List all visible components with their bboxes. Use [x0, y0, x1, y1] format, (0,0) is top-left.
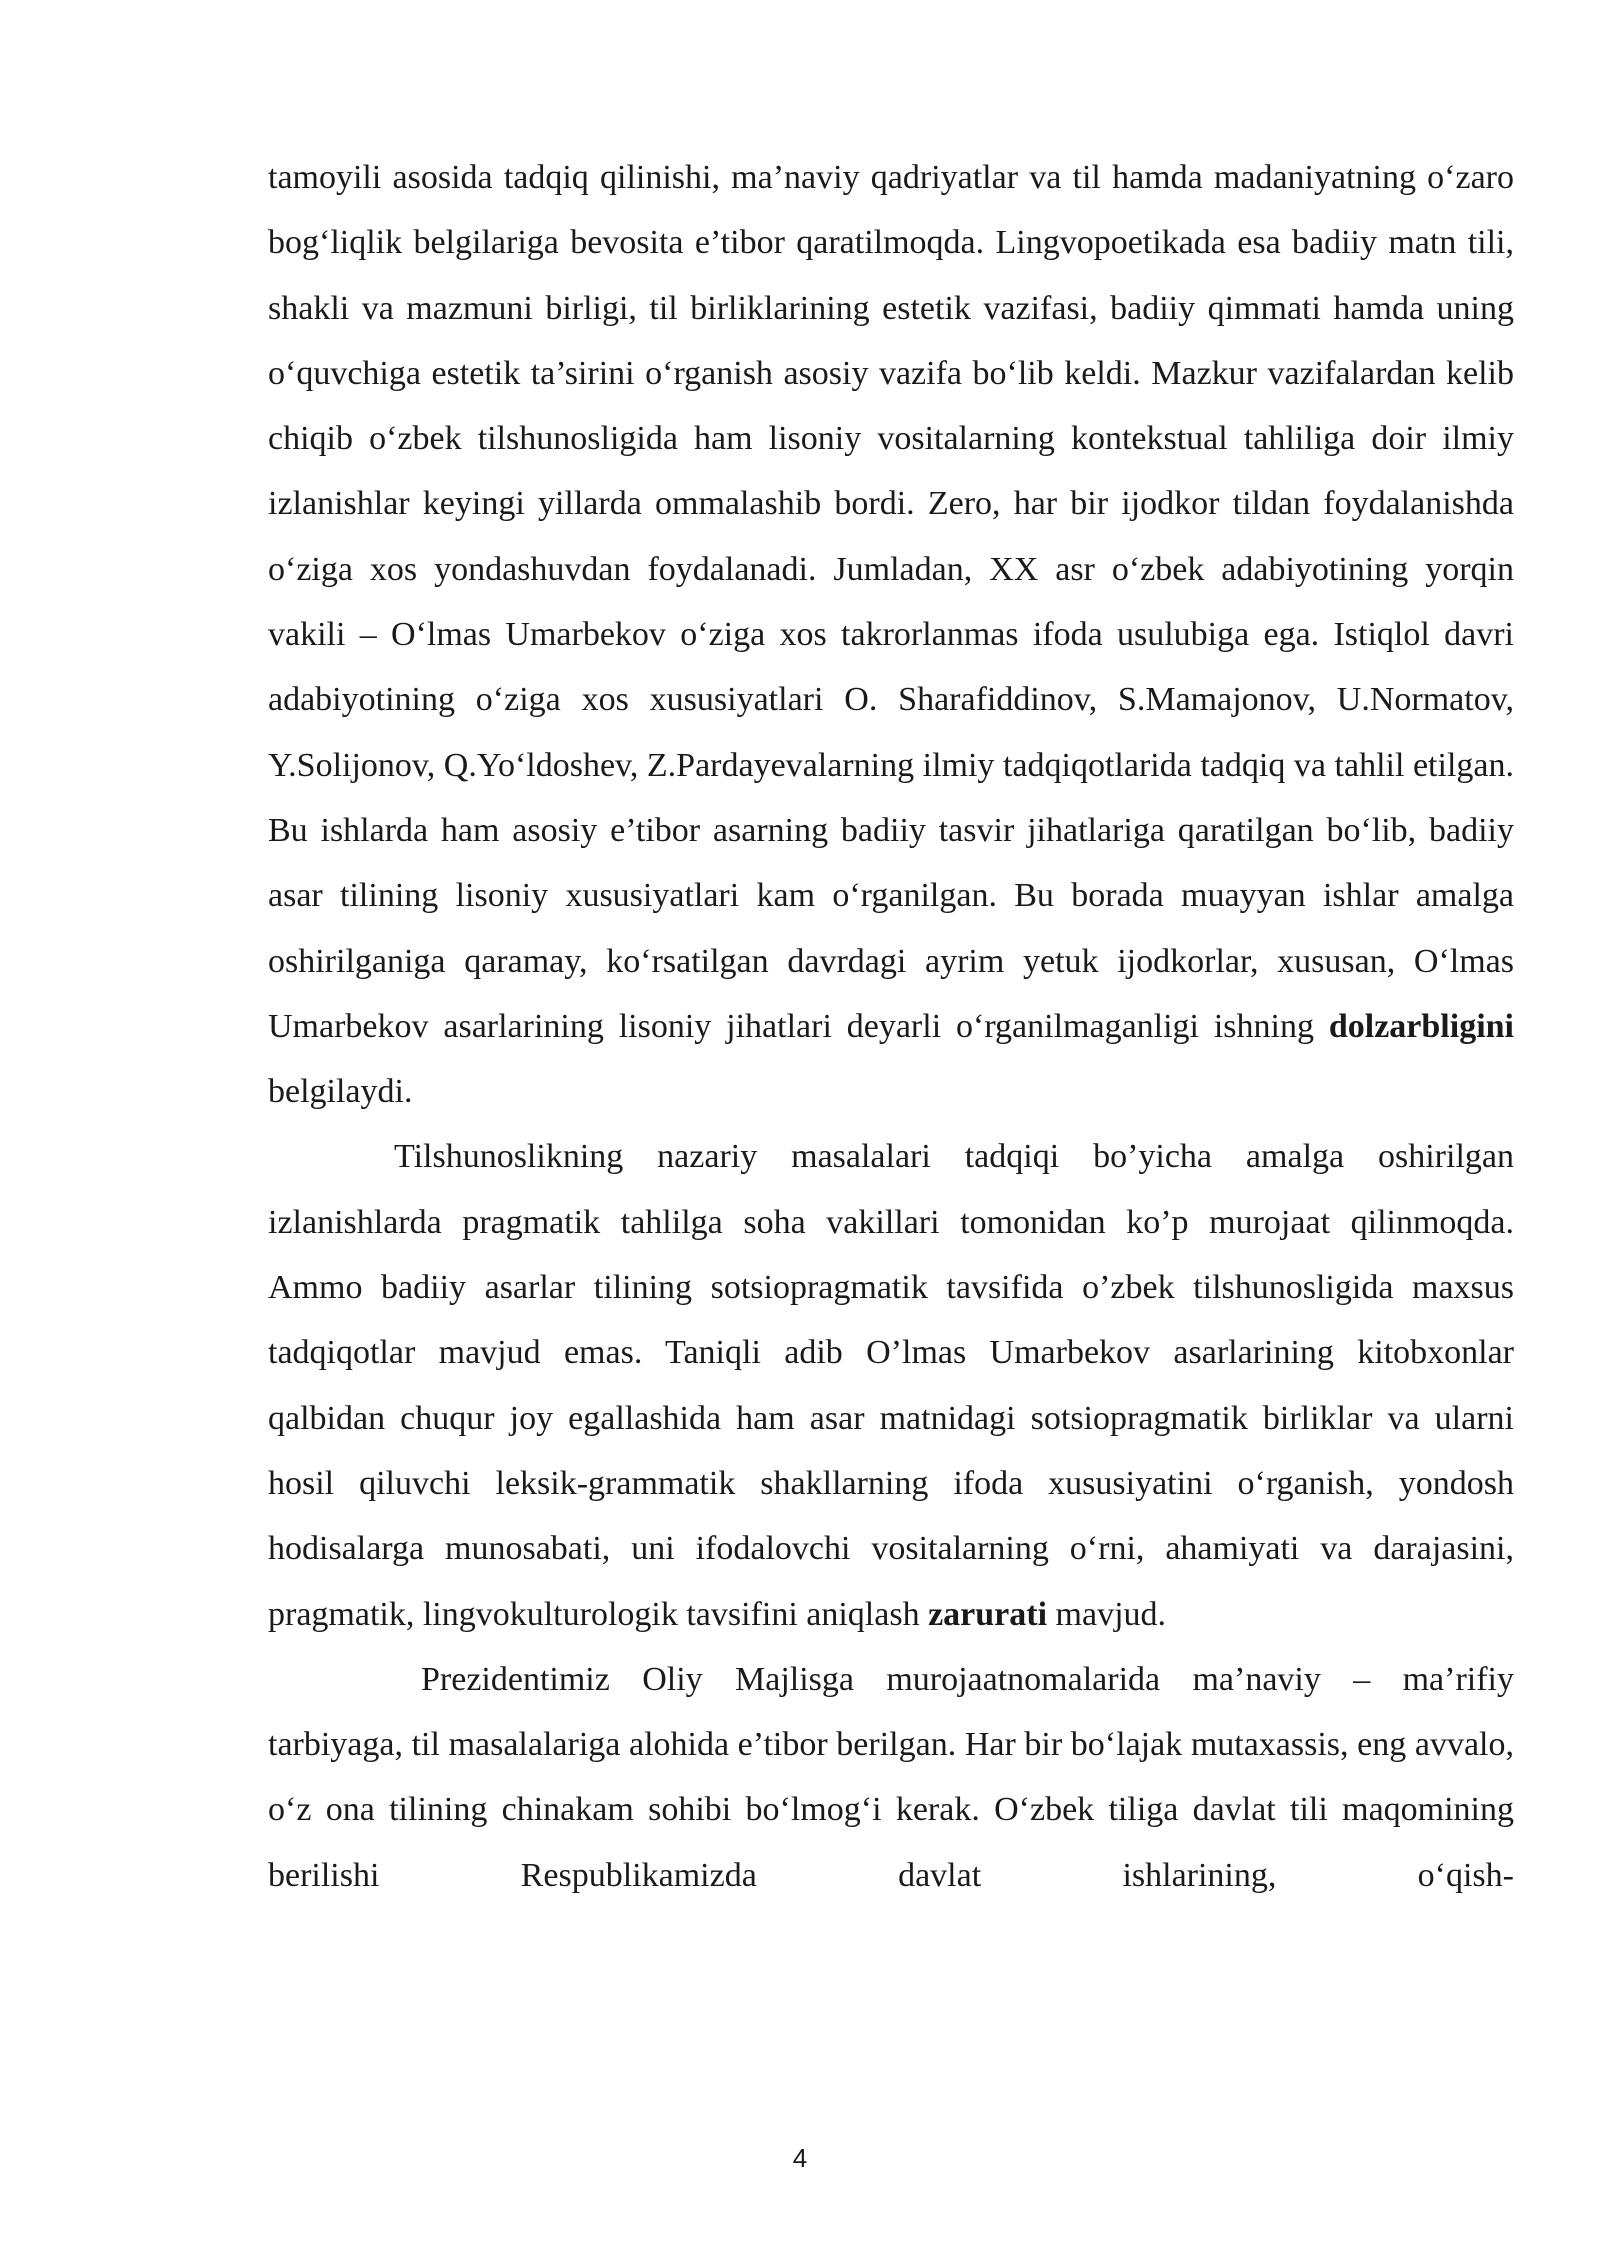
paragraph-3 — [268, 1647, 1514, 1908]
paragraph-2 — [268, 1124, 1514, 1646]
paragraph-1-text-end: belgilaydi. — [268, 1073, 413, 1111]
bold-term-dolzarbligini: dolzarbligini — [1328, 1007, 1514, 1045]
paragraph-1-text-start: tamoyili asosida tadqiq qilinishi, ma’naviy qadriyatlar va til hamda madaniyatning o‘zaro bog‘liqlik belgilariga bevosita e’tibor qaratilmoqda. Lingvopoetikada esa badiiy matn tili, shakli va mazmuni birligi, til birliklarining estetik vazifasi, badiiy qimmati hamda uning o‘quvchiga estetik ta’sirini o‘rganish asosiy vazifa bo‘lib keldi. Mazkur vazifalardan kelib chiqib o‘zbek tilshunosligida ham lisoniy vositalarning kontekstual tahliliga doir ilmiy izlanishlar keyingi yillarda ommalashib bordi. Zero, har bir ijodkor tildan foydalanishda o‘ziga xos yondashuvdan foydalanadi. Jumladan, XX asr o‘zbek adabiyotining yorqin vakili – O‘lmas Umarbekov o‘ziga xos takrorlanmas ifoda usulubiga ega. Istiqlol davri adabiyotining o‘ziga xos xususiyatlari O. Sharafiddinov, S.Mamajonov, U.Normatov, Y.Solijonov, Q.Yo‘ldoshev, Z.Pardayevalarning ilmiy tadqiqotlarida tadqiq va tahlil etilgan. Bu ishlarda ham asosiy e’tibor asarning badiiy tasvir jihatlariga qaratilgan bo‘lib, badiiy asar tilining lisoniy xususiyatlari kam o‘rganilgan. Bu borada muayyan ishlar amalga oshirilganiga qaramay, ko‘rsatilgan davrdagi ayrim yetuk ijodkorlar, xususan, O‘lmas Umarbekov asarlarining lisoniy jihatlari deyarli o‘rganilmaganligi ishning — [268, 159, 1514, 1045]
paragraph-2-text-end: mavjud. — [1047, 1595, 1167, 1633]
bold-term-zarurati: zarurati — [928, 1595, 1048, 1633]
page-number: 4 — [792, 2143, 808, 2173]
paragraph-1 — [268, 145, 1514, 1124]
paragraph-3-text: Prezidentimiz Oliy Majlisga murojaatnomalarida ma’naviy – ma’rifiy tarbiyaga, til masalalariga alohida e’tibor berilgan. Har bir bo‘lajak mutaxassis, eng avvalo, o‘z ona tilining chinakam sohibi bo‘lmog‘i kerak. O‘zbek tiliga davlat tili maqomining berilishi Respublikamizda davlat ishlarining, o‘qish- — [268, 1660, 1514, 1894]
document-body — [268, 145, 1514, 1908]
paragraph-2-text-start: Tilshunoslikning nazariy masalalari tadqiqi bo’yicha amalga oshirilgan izlanishlarda pragmatik tahlilga soha vakillari tomonidan ko’p murojaat qilinmoqda. Ammo badiiy asarlar tilining sotsiopragmatik tavsifida o’zbek tilshunosligida maxsus tadqiqotlar mavjud emas. Taniqli adib O’lmas Umarbekov asarlarining kitobxonlar qalbidan chuqur joy egallashida ham asar matnidagi sotsiopragmatik birliklar va ularni hosil qiluvchi leksik-grammatik shakllarning ifoda xususiyatini o‘rganish, yondosh hodisalarga munosabati, uni ifodalovchi vositalarning o‘rni, ahamiyati va darajasini, pragmatik, lingvokulturologik tavsifini aniqlash — [268, 1138, 1514, 1633]
